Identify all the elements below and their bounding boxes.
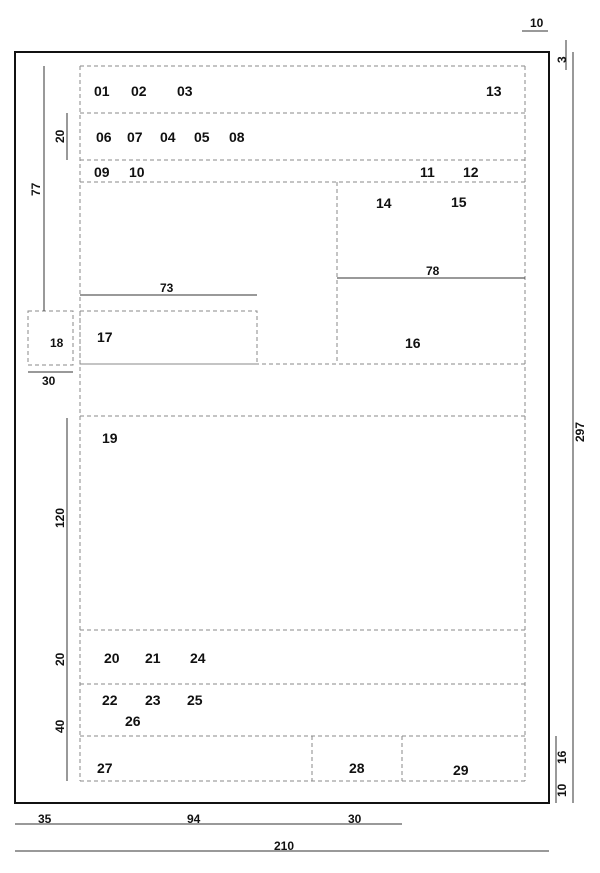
field-23: 23	[145, 692, 161, 708]
dimension-footer-row-height: 20	[53, 652, 67, 666]
dimension-top-margin-height: 3	[555, 56, 569, 63]
field-26: 26	[125, 713, 141, 729]
field-01: 01	[94, 83, 110, 99]
dimension-body-height: 120	[53, 507, 67, 528]
dimension-bottom-margin: 10	[555, 783, 569, 797]
field-29: 29	[453, 762, 469, 778]
dimension-window-marker-width: 30	[42, 374, 56, 388]
dimension-window-marker-height: 18	[50, 336, 64, 350]
dimension-col-width-2: 30	[348, 812, 362, 826]
field-10: 10	[129, 164, 145, 180]
dimension-page-height: 297	[573, 421, 587, 442]
field-11: 11	[420, 164, 435, 180]
field-02: 02	[131, 83, 147, 99]
field-04: 04	[160, 129, 176, 145]
dimension-footer-block-height: 40	[53, 719, 67, 733]
field-21: 21	[145, 650, 161, 666]
field-28: 28	[349, 760, 365, 776]
field-06: 06	[96, 129, 112, 145]
field-14: 14	[376, 195, 392, 211]
field-16: 16	[405, 335, 421, 351]
field-08: 08	[229, 129, 245, 145]
field-24: 24	[190, 650, 206, 666]
dimension-header-height: 77	[29, 182, 43, 196]
field-15: 15	[451, 194, 467, 210]
field-25: 25	[187, 692, 203, 708]
dimension-bottom-block-height: 16	[555, 750, 569, 764]
field-03: 03	[177, 83, 193, 99]
field-12: 12	[463, 164, 479, 180]
dimension-top-margin-width: 10	[530, 16, 544, 30]
field-07: 07	[127, 129, 143, 145]
dimension-left-margin: 35	[38, 812, 52, 826]
field-22: 22	[102, 692, 118, 708]
field-27: 27	[97, 760, 113, 776]
field-17: 17	[97, 329, 113, 345]
dimension-window-width-left: 73	[160, 281, 174, 295]
dimension-col-width-1: 94	[187, 812, 201, 826]
dimension-window-width-right: 78	[426, 264, 440, 278]
field-19: 19	[102, 430, 118, 446]
field-13: 13	[486, 83, 502, 99]
dimension-page-width: 210	[274, 839, 295, 853]
field-05: 05	[194, 129, 210, 145]
field-09: 09	[94, 164, 110, 180]
dimension-row-height: 20	[53, 129, 67, 143]
field-20: 20	[104, 650, 120, 666]
